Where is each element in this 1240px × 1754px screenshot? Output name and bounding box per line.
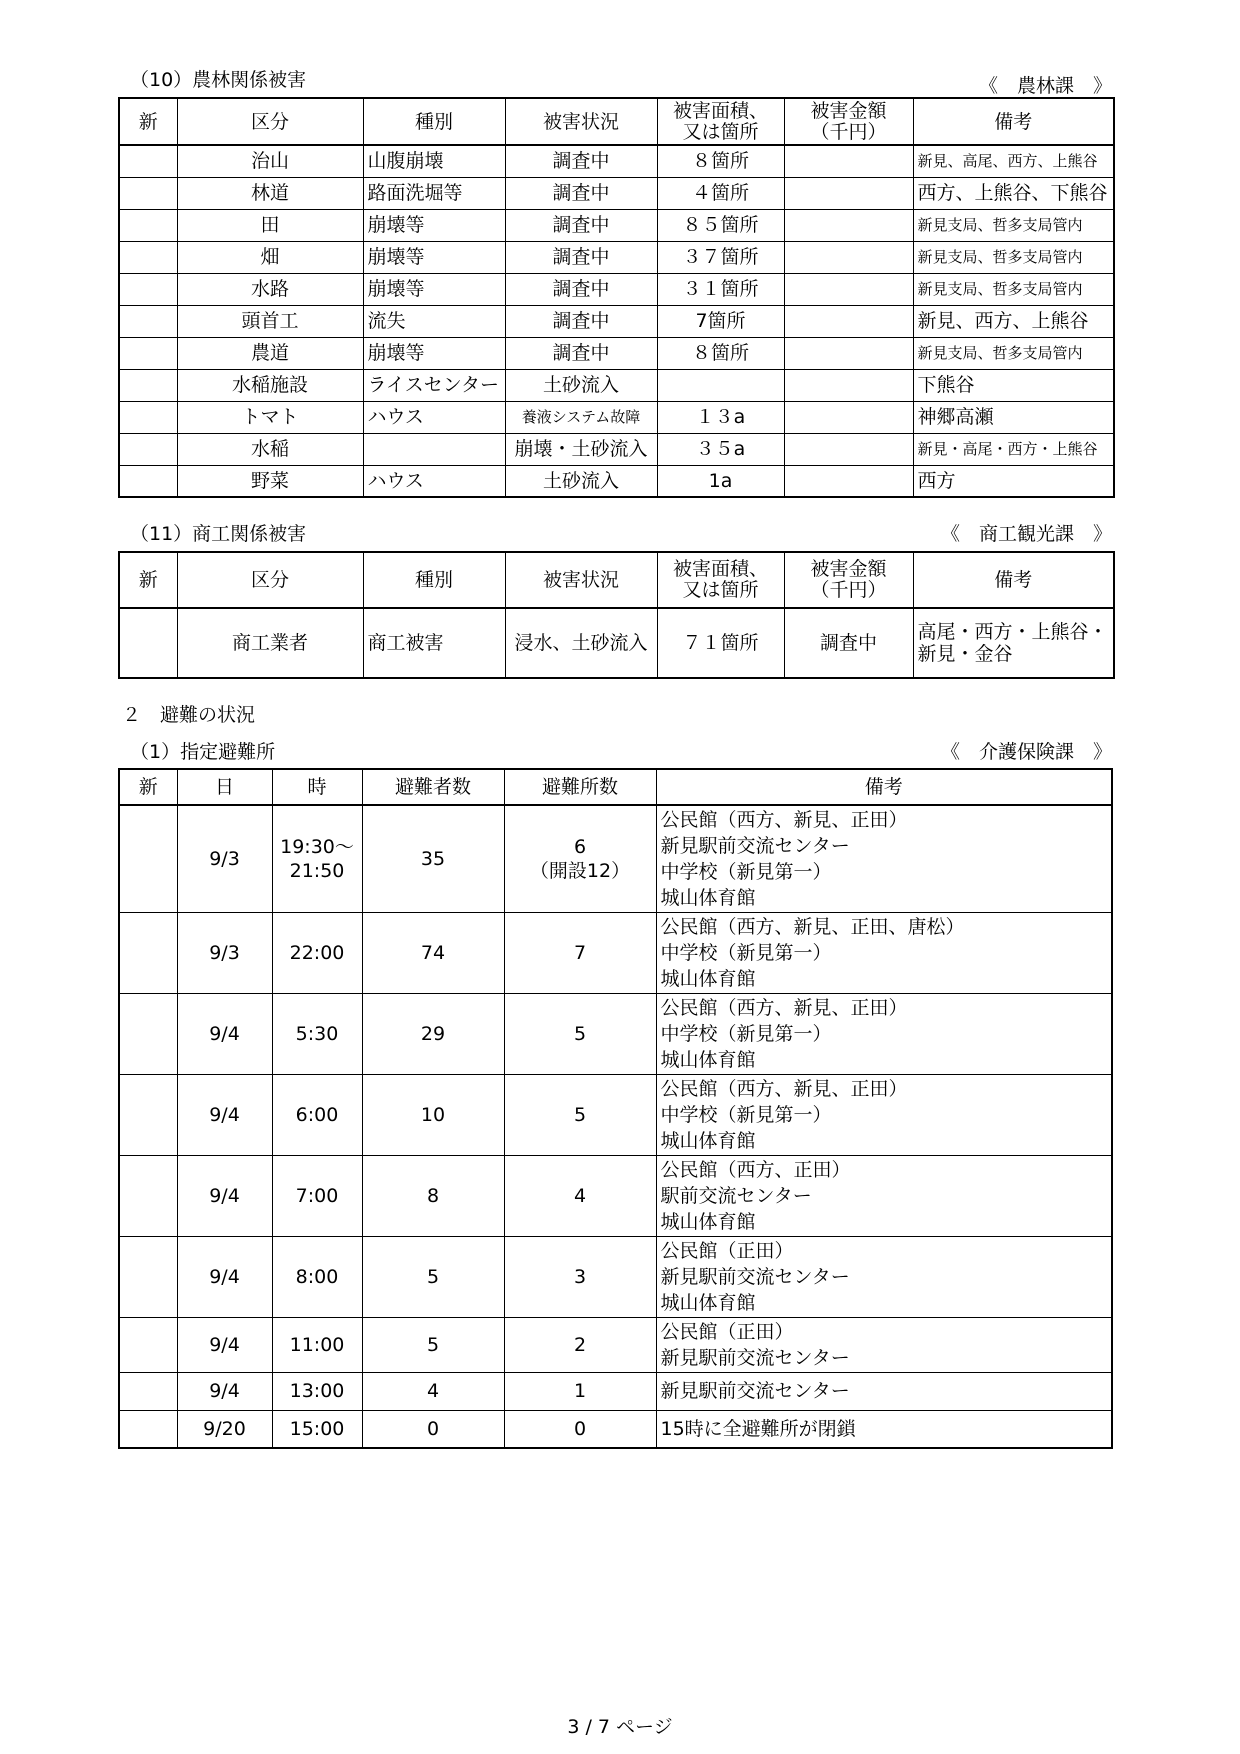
cell-type: ハウス	[363, 465, 505, 497]
cell-amount	[784, 337, 913, 369]
cell-amount	[784, 177, 913, 209]
cell-status: 調査中	[505, 273, 657, 305]
table-row	[119, 993, 1112, 1074]
cell-evacuees: 5	[362, 1236, 504, 1317]
col-type: 種別	[363, 98, 505, 145]
table-row	[119, 1410, 1112, 1448]
cell-type: ハウス	[363, 401, 505, 433]
cell-remarks: 新見、高尾、西方、上熊谷	[913, 145, 1114, 177]
cell-area: ８５箇所	[657, 209, 784, 241]
col-status: 被害状況	[505, 98, 657, 145]
cell-amount	[784, 241, 913, 273]
cell-type: ライスセンター	[363, 369, 505, 401]
cell-category: 治山	[177, 145, 363, 177]
cell-area: ３５a	[657, 433, 784, 465]
cell-remarks: 新見支局、哲多支局管内	[913, 241, 1114, 273]
col-remarks: 備考	[656, 769, 1112, 805]
table-row	[119, 433, 1114, 465]
cell-new	[119, 273, 177, 305]
cell-status: 調査中	[505, 241, 657, 273]
cell-time: 6:00	[272, 1074, 362, 1155]
agriculture-dept: 《 農林課 》	[978, 75, 1112, 97]
page-number: 3 / 7 ページ	[567, 1716, 673, 1738]
col-new: 新	[119, 552, 177, 608]
cell-remarks: 公民館（西方、新見、正田） 中学校（新見第一） 城山体育館	[656, 1074, 1112, 1155]
cell-status: 調査中	[505, 305, 657, 337]
table-row	[119, 608, 1114, 678]
col-evacuees: 避難者数	[362, 769, 504, 805]
cell-remarks: 新見・高尾・西方・上熊谷	[913, 433, 1114, 465]
cell-remarks: 神郷高瀬	[913, 401, 1114, 433]
cell-evacuees: 0	[362, 1410, 504, 1448]
col-type: 種別	[363, 552, 505, 608]
cell-remarks: 15時に全避難所が閉鎖	[656, 1410, 1112, 1448]
cell-category: 田	[177, 209, 363, 241]
cell-new	[119, 177, 177, 209]
cell-new	[119, 1155, 177, 1236]
col-date: 日	[177, 769, 272, 805]
cell-category: 畑	[177, 241, 363, 273]
evacuation-section-title: ２ 避難の状況	[122, 704, 256, 726]
table-row	[119, 337, 1114, 369]
cell-area: ７１箇所	[657, 608, 784, 678]
agriculture-table	[118, 97, 1115, 498]
cell-category: 林道	[177, 177, 363, 209]
cell-remarks: 公民館（西方、正田） 駅前交流センター 城山体育館	[656, 1155, 1112, 1236]
commerce-table	[118, 551, 1115, 679]
cell-evacuees: 10	[362, 1074, 504, 1155]
cell-new	[119, 401, 177, 433]
table-row	[119, 145, 1114, 177]
cell-date: 9/4	[177, 1317, 272, 1372]
cell-remarks: 公民館（西方、新見、正田） 中学校（新見第一） 城山体育館	[656, 993, 1112, 1074]
cell-area	[657, 369, 784, 401]
cell-time: 8:00	[272, 1236, 362, 1317]
cell-type: 崩壊等	[363, 209, 505, 241]
cell-date: 9/4	[177, 1074, 272, 1155]
cell-status: 浸水、土砂流入	[505, 608, 657, 678]
col-remarks: 備考	[913, 98, 1114, 145]
cell-date: 9/4	[177, 1155, 272, 1236]
cell-type: 商工被害	[363, 608, 505, 678]
cell-new	[119, 1410, 177, 1448]
cell-amount	[784, 273, 913, 305]
cell-new	[119, 805, 177, 912]
cell-new	[119, 337, 177, 369]
cell-status: 調査中	[505, 337, 657, 369]
cell-amount	[784, 465, 913, 497]
agriculture-heading: （10）農林関係被害	[130, 69, 307, 91]
cell-amount	[784, 369, 913, 401]
cell-type: 流失	[363, 305, 505, 337]
col-amount: 被害金額 （千円）	[784, 552, 913, 608]
cell-status: 調査中	[505, 177, 657, 209]
cell-area: ８箇所	[657, 337, 784, 369]
cell-shelters: 4	[504, 1155, 656, 1236]
cell-status: 調査中	[505, 209, 657, 241]
cell-time: 11:00	[272, 1317, 362, 1372]
col-new: 新	[119, 769, 177, 805]
cell-amount	[784, 433, 913, 465]
cell-area: １３a	[657, 401, 784, 433]
cell-shelters: 6 （開設12）	[504, 805, 656, 912]
cell-shelters: 5	[504, 993, 656, 1074]
commerce-heading: （11）商工関係被害	[130, 523, 307, 545]
cell-remarks: 新見支局、哲多支局管内	[913, 273, 1114, 305]
cell-date: 9/4	[177, 1372, 272, 1410]
cell-new	[119, 1236, 177, 1317]
col-new: 新	[119, 98, 177, 145]
cell-type: 崩壊等	[363, 241, 505, 273]
cell-type: 山腹崩壊	[363, 145, 505, 177]
col-shelters: 避難所数	[504, 769, 656, 805]
cell-amount	[784, 305, 913, 337]
table-row	[119, 805, 1112, 912]
cell-time: 15:00	[272, 1410, 362, 1448]
cell-amount	[784, 145, 913, 177]
cell-remarks: 高尾・西方・上熊谷・ 新見・金谷	[913, 608, 1114, 678]
cell-remarks: 西方	[913, 465, 1114, 497]
table-row	[119, 1236, 1112, 1317]
cell-type	[363, 433, 505, 465]
cell-new	[119, 993, 177, 1074]
cell-category: 水稲	[177, 433, 363, 465]
cell-remarks: 公民館（西方、新見、正田、唐松） 中学校（新見第一） 城山体育館	[656, 912, 1112, 993]
cell-category: 野菜	[177, 465, 363, 497]
commerce-dept: 《 商工観光課 》	[940, 523, 1112, 545]
cell-status: 養液システム故障	[505, 401, 657, 433]
cell-remarks: 新見支局、哲多支局管内	[913, 337, 1114, 369]
table-row	[119, 305, 1114, 337]
evacuation-heading: （1）指定避難所	[130, 741, 276, 763]
cell-shelters: 7	[504, 912, 656, 993]
evacuation-table	[118, 768, 1113, 1449]
cell-remarks: 公民館（西方、新見、正田） 新見駅前交流センター 中学校（新見第一） 城山体育館	[656, 805, 1112, 912]
cell-time: 19:30～ 21:50	[272, 805, 362, 912]
cell-category: トマト	[177, 401, 363, 433]
cell-new	[119, 1372, 177, 1410]
cell-status: 土砂流入	[505, 369, 657, 401]
cell-area: 7箇所	[657, 305, 784, 337]
table-row	[119, 465, 1114, 497]
cell-date: 9/3	[177, 912, 272, 993]
col-category: 区分	[177, 98, 363, 145]
cell-evacuees: 5	[362, 1317, 504, 1372]
cell-new	[119, 305, 177, 337]
table-row	[119, 241, 1114, 273]
cell-new	[119, 1074, 177, 1155]
cell-shelters: 0	[504, 1410, 656, 1448]
cell-time: 22:00	[272, 912, 362, 993]
cell-new	[119, 433, 177, 465]
cell-date: 9/20	[177, 1410, 272, 1448]
cell-new	[119, 1317, 177, 1372]
cell-shelters: 5	[504, 1074, 656, 1155]
cell-remarks: 下熊谷	[913, 369, 1114, 401]
col-category: 区分	[177, 552, 363, 608]
cell-evacuees: 29	[362, 993, 504, 1074]
cell-remarks: 新見、西方、上熊谷	[913, 305, 1114, 337]
cell-remarks: 西方、上熊谷、下熊谷	[913, 177, 1114, 209]
col-amount: 被害金額 （千円）	[784, 98, 913, 145]
col-status: 被害状況	[505, 552, 657, 608]
cell-shelters: 2	[504, 1317, 656, 1372]
cell-time: 13:00	[272, 1372, 362, 1410]
cell-evacuees: 74	[362, 912, 504, 993]
cell-shelters: 3	[504, 1236, 656, 1317]
table-row	[119, 177, 1114, 209]
cell-evacuees: 35	[362, 805, 504, 912]
cell-new	[119, 369, 177, 401]
cell-new	[119, 465, 177, 497]
cell-area: ８箇所	[657, 145, 784, 177]
table-row	[119, 1372, 1112, 1410]
col-time: 時	[272, 769, 362, 805]
cell-time: 7:00	[272, 1155, 362, 1236]
cell-category: 水路	[177, 273, 363, 305]
cell-area: 1a	[657, 465, 784, 497]
col-area: 被害面積、 又は箇所	[657, 98, 784, 145]
table-row	[119, 401, 1114, 433]
cell-category: 農道	[177, 337, 363, 369]
table-row	[119, 209, 1114, 241]
table-row	[119, 369, 1114, 401]
cell-type: 崩壊等	[363, 337, 505, 369]
cell-area: ３７箇所	[657, 241, 784, 273]
col-remarks: 備考	[913, 552, 1114, 608]
cell-evacuees: 4	[362, 1372, 504, 1410]
table-row	[119, 273, 1114, 305]
cell-time: 5:30	[272, 993, 362, 1074]
cell-remarks: 新見支局、哲多支局管内	[913, 209, 1114, 241]
cell-evacuees: 8	[362, 1155, 504, 1236]
col-area: 被害面積、 又は箇所	[657, 552, 784, 608]
cell-amount	[784, 401, 913, 433]
cell-status: 調査中	[505, 145, 657, 177]
cell-amount: 調査中	[784, 608, 913, 678]
cell-status: 土砂流入	[505, 465, 657, 497]
cell-type: 崩壊等	[363, 273, 505, 305]
cell-remarks: 公民館（正田） 新見駅前交流センター 城山体育館	[656, 1236, 1112, 1317]
cell-area: ４箇所	[657, 177, 784, 209]
cell-category: 水稲施設	[177, 369, 363, 401]
cell-new	[119, 145, 177, 177]
cell-remarks: 公民館（正田） 新見駅前交流センター	[656, 1317, 1112, 1372]
cell-category: 商工業者	[177, 608, 363, 678]
cell-category: 頭首工	[177, 305, 363, 337]
evacuation-dept: 《 介護保険課 》	[940, 741, 1112, 763]
cell-new	[119, 241, 177, 273]
cell-new	[119, 608, 177, 678]
cell-new	[119, 209, 177, 241]
table-row	[119, 1155, 1112, 1236]
table-row	[119, 1074, 1112, 1155]
cell-remarks: 新見駅前交流センター	[656, 1372, 1112, 1410]
cell-amount	[784, 209, 913, 241]
cell-type: 路面洗堀等	[363, 177, 505, 209]
cell-date: 9/4	[177, 1236, 272, 1317]
cell-area: ３１箇所	[657, 273, 784, 305]
cell-date: 9/4	[177, 993, 272, 1074]
cell-date: 9/3	[177, 805, 272, 912]
cell-status: 崩壊・土砂流入	[505, 433, 657, 465]
table-row	[119, 912, 1112, 993]
cell-shelters: 1	[504, 1372, 656, 1410]
cell-new	[119, 912, 177, 993]
table-row	[119, 1317, 1112, 1372]
